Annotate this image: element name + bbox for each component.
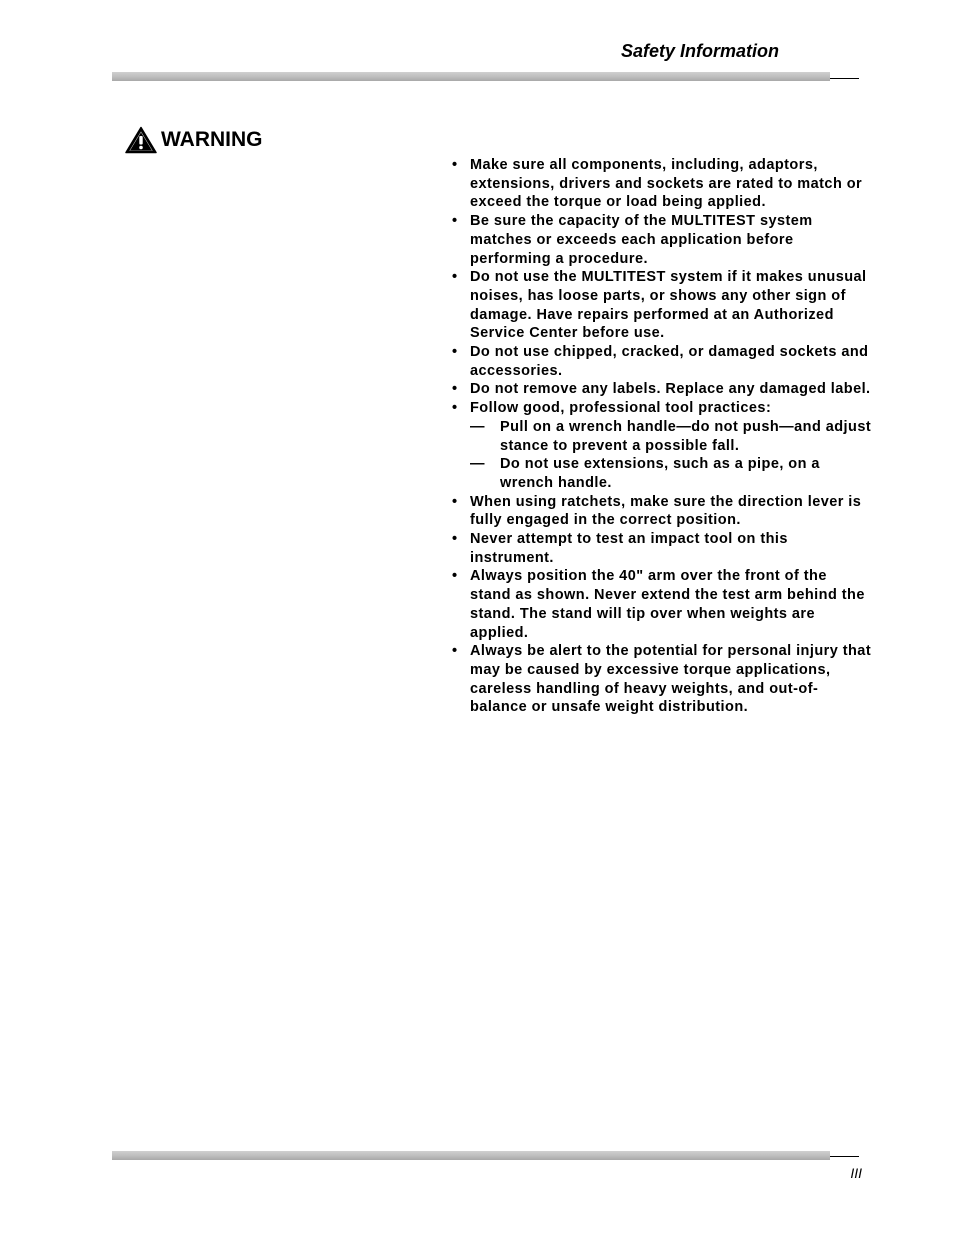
bullet-icon: • [452,493,458,510]
safety-warnings-list [452,156,872,717]
header-rule-line [830,78,859,79]
footer-rule [112,1151,830,1160]
bullet-icon: • [452,381,458,398]
warning-label: WARNING [161,128,263,151]
page-number: III [850,1165,862,1181]
sub-list-item [470,455,872,492]
warning-triangle-icon [125,126,157,154]
bullet-icon: • [452,157,458,173]
list-item-text: Do not remove any labels. Replace any damaged label. [470,381,871,398]
page-header-title: Safety Information [620,41,779,61]
list-item [452,156,872,212]
list-item-text: Follow good, professional tool practices: [470,400,772,417]
list-item [452,268,872,343]
bullet-icon: • [452,213,458,230]
sub-list-item-text: Do not use extensions, such as a pipe, on a wrench handle. [500,456,820,491]
list-item [452,530,872,567]
list-item-text: Always position the 40" arm over the front of the stand as shown. Never extend the test arm behind the stand. The stand will tip over when weights are applied. [470,568,865,641]
bullet-icon: • [452,344,458,361]
list-item-text: Make sure all components, including, adaptors, extensions, drivers and sockets are rated to match or exceed the torque or load being applied. [470,157,863,211]
list-item-text: Be sure the capacity of the MULTITEST system matches or exceeds each application before performing a procedure. [470,213,813,267]
list-item-text: Do not use chipped, cracked, or damaged sockets and accessories. [470,344,869,379]
bullet-icon: • [452,531,458,548]
list-item [452,642,872,717]
bullet-icon: • [452,269,458,286]
list-item [452,399,872,493]
list-item [452,212,872,268]
list-item-text: Do not use the MULTITEST system if it makes unusual noises, has loose parts, or shows any other sign of damage. Have repairs performed at an Authorized Service Center before use. [470,269,867,342]
header-rule [112,72,830,81]
footer-rule-line [830,1156,859,1157]
list-item-text: Always be alert to the potential for personal injury that may be caused by excessive torque applications, careless handling of heavy weights, and out-of-balance or unsafe weight distribution. [470,643,872,716]
list-item-text: Never attempt to test an impact tool on this instrument. [470,531,788,566]
bullet-icon: • [452,400,458,417]
sub-list-item-text: Pull on a wrench handle—do not push—and adjust stance to prevent a possible fall. [500,418,872,454]
dash-icon: — [470,418,485,435]
bullet-icon: • [452,643,458,660]
bullet-icon: • [452,568,458,585]
list-item [452,493,872,530]
list-item [452,567,872,642]
dash-icon: — [470,456,485,473]
list-item [452,380,872,399]
warning-heading [125,124,263,156]
list-item-text: When using ratchets, make sure the direction lever is fully engaged in the correct position. [470,493,862,529]
list-item [452,343,872,380]
sub-list-item [470,418,872,455]
